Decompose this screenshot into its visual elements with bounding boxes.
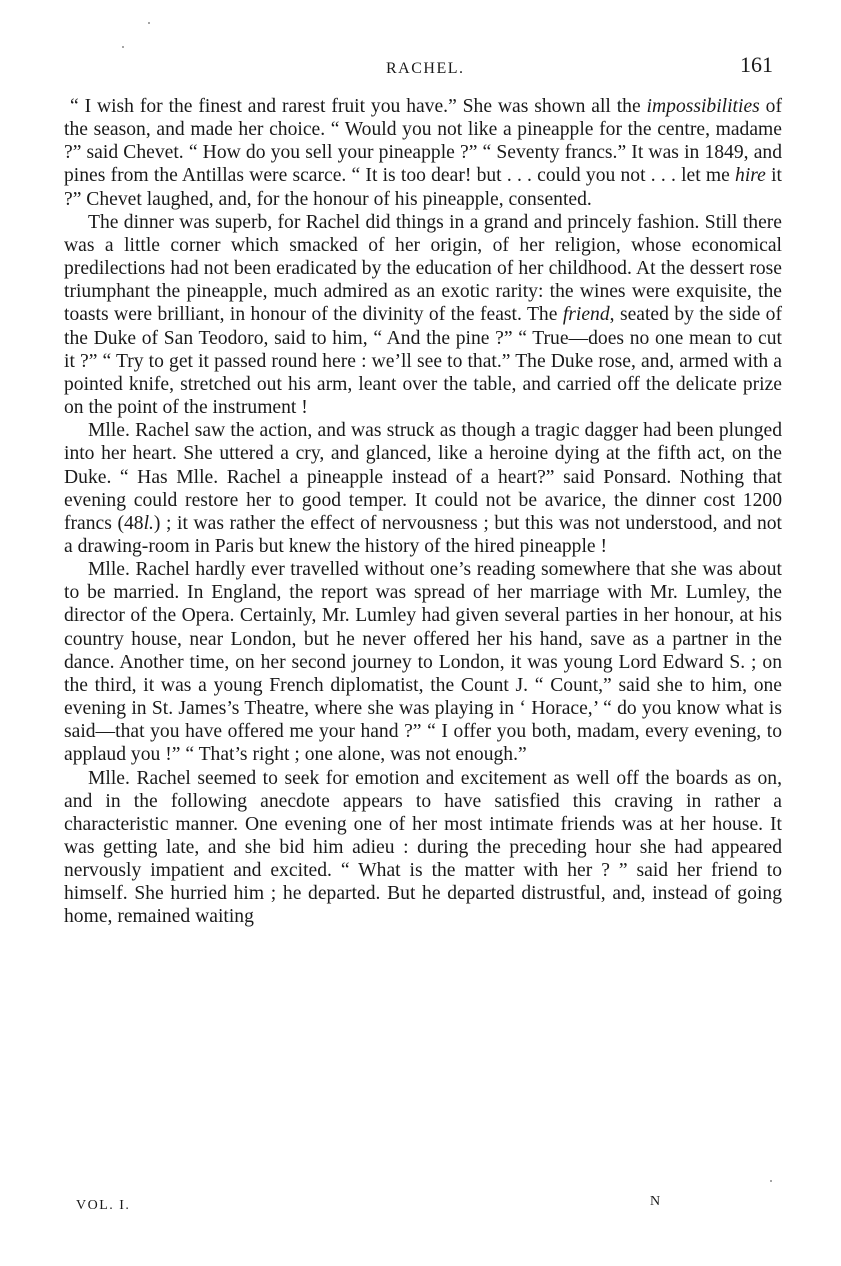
paragraph-1-italic-hire: hire (735, 165, 766, 187)
paragraph-2-italic-friend: friend (562, 304, 610, 326)
paragraph-1-text-c: it ?” Chevet laughed, and, for the honour of his pineapple, consented. (64, 165, 782, 210)
paragraph-3-italic-pounds: l. (143, 512, 154, 534)
running-title: RACHEL. (386, 60, 465, 77)
paragraph-1-italic-impossibilities: impossibilities (646, 96, 760, 117)
paragraph-3-text-b: ) ; it was rather the effect of nervousness ; but this was not understood, and not a drawing-room in Paris but knew the history of the hired pineapple ! (64, 512, 782, 557)
print-speck (122, 46, 124, 48)
print-speck (148, 22, 150, 24)
page-footer (0, 1194, 841, 1222)
paragraph-4: Mlle. Rachel hardly ever travelled without one’s reading somewhere that she was about to be married. In England, the report was spread of her marriage with Mr. Lumley, the director of the Opera. Certainly, Mr. Lumley had given several parties in her honour, at his country house, near London, but he never offered her his hand, save as a partner in the dance. Another time, on her second journey to London, it was young Lord Edward S. ; on the third, it was a young French diplomatist, the Count J. “ Count,” said she to him, one evening in St. James’s Theatre, where she was playing in ‘ Horace,’ “ do you know what is said—that you have offered me your hand ?” “ I offer you both, madam, every evening, to applaud you !” “ That’s right ; one alone, was not enough.” (64, 559, 782, 766)
paragraph-1-text-a: “ I wish for the finest and rarest fruit you have.” She was shown all the (70, 96, 647, 117)
paragraph-1-text-b: of the season, and made her choice. “ Would you not like a pineapple for the centre, madame ?” said Chevet. “ How do you sell your pineapple ?” “ Seventy francs.” It was in 1849, and pines from the Antillas were scarce. “ It is too dear! but . . . could you not . . . let me (64, 96, 782, 187)
print-speck (770, 1180, 772, 1182)
volume-mark: VOL. I. (76, 1198, 131, 1213)
page-number: 161 (740, 52, 773, 77)
paragraph-2 (64, 211, 782, 419)
paragraph-2-text-a: The dinner was superb, for Rachel did things in a grand and princely fashion. Still there was a little corner which smacked of her origin, of her religion, whose economical predilections had not been eradicated by the education of her childhood. At the dessert rose triumphant the pineapple, much admired as an exotic rarity: the wines were exquisite, the toasts were brilliant, in honour of the divinity of the feast. The (64, 211, 782, 326)
running-head (0, 52, 841, 84)
paragraph-2-text-b: , seated by the side of the Duke of San Teodoro, said to him, “ And the pine ?” “ True—does no one mean to cut it ?” “ Try to get it passed round here : we’ll see to that.” The Duke rose, and, armed with a pointed knife, stretched out his arm, leant over the table, and carried off the delicate prize on the point of the instrument ! (64, 304, 783, 419)
signature-mark: N (650, 1194, 661, 1209)
paragraph-1 (64, 95, 782, 211)
paragraph-3-text-a: Mlle. Rachel saw the action, and was struck as though a tragic dagger had been plunged into her heart. She uttered a cry, and glanced, like a heroine dying at the fifth act, on the Duke. “ Has Mlle. Rachel a pineapple instead of a heart?” said Ponsard. Nothing that evening could restore her to good temper. It could not be avarice, the dinner cost 1200 francs (48 (64, 420, 782, 534)
paragraph-5: Mlle. Rachel seemed to seek for emotion and excitement as well off the boards as on, and in the following anecdote appears to have satisfied this craving in rather a characteristic manner. One evening one of her most intimate friends was at her house. It was getting late, and she bid him adieu : during the preceding hour she had appeared nervously impatient and excited. “ What is the matter with her ? ” said her friend to himself. She hurried him ; he departed. But he departed distrustful, and, instead of going home, remained waiting (64, 767, 782, 928)
body-text (64, 95, 782, 929)
paragraph-3 (64, 419, 782, 558)
